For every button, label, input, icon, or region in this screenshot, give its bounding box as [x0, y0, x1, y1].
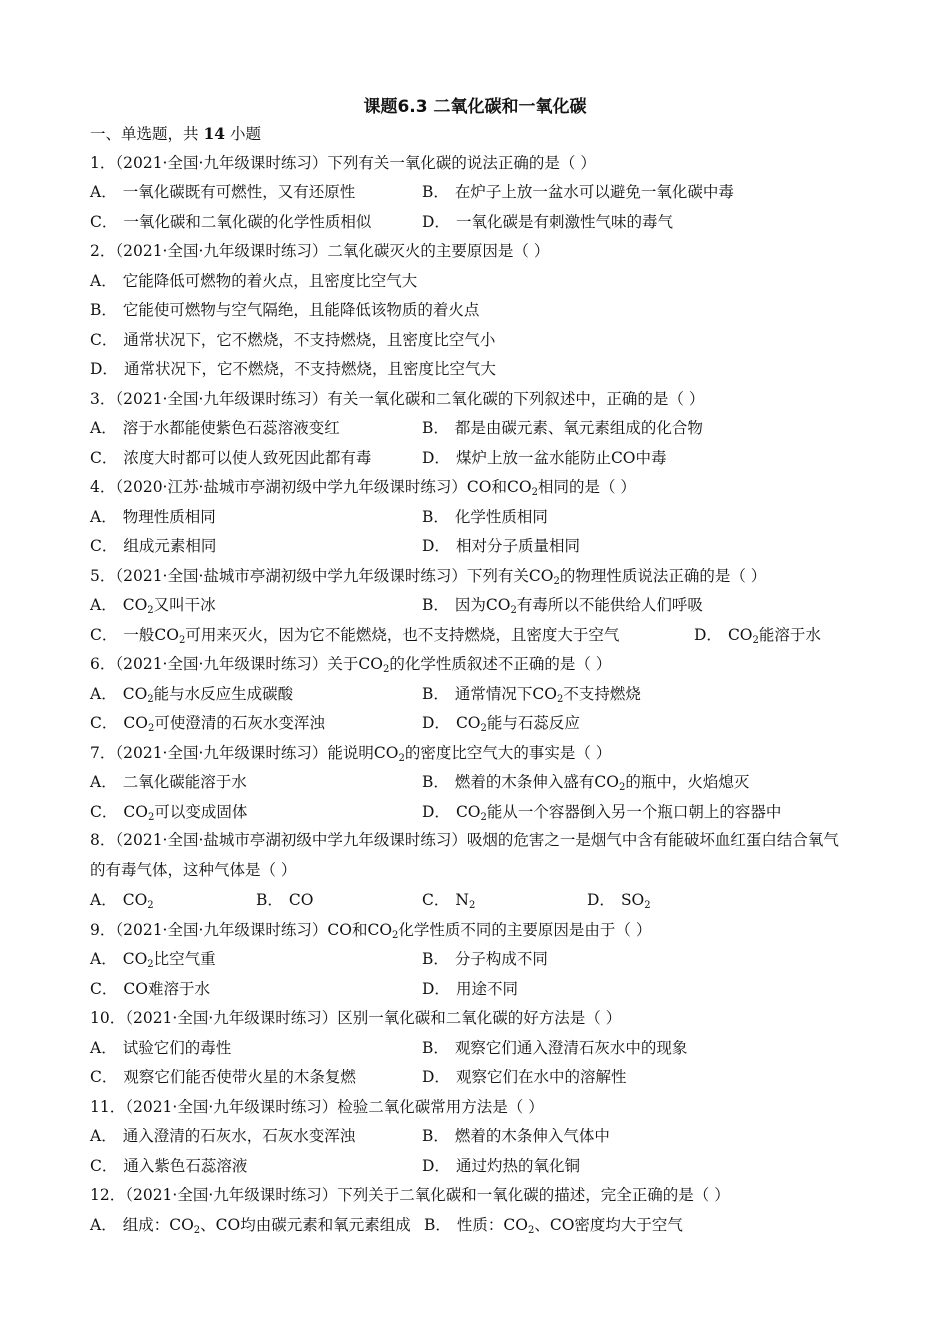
page-title: 课题6.3 二氧化碳和一氧化碳 [363, 97, 587, 117]
option-d: D． 通过灼热的氧化铜 [422, 1157, 580, 1175]
option-c: C． $CO_2$可以变成固体 [90, 803, 248, 823]
option-d: D． $CO_2$能溶于水 [694, 626, 821, 646]
option-b: B． 燃着的木条伸入气体中 [422, 1127, 610, 1145]
option-d: D． $SO_2$ [587, 891, 651, 911]
question-stem: 10．（2021·全国·九年级课时练习）区别一氧化碳和二氧化碳的好方法是（ ） [90, 1009, 622, 1027]
option-b: B． 性质：$CO_2$、CO密度均大于空气 [424, 1216, 683, 1236]
option-d: D． 用途不同 [422, 980, 518, 998]
option-b: B． CO [256, 891, 314, 909]
option-d: D． 煤炉上放一盆水能防止CO中毒 [422, 449, 667, 467]
question-stem: 11．（2021·全国·九年级课时练习）检验二氧化碳常用方法是（ ） [90, 1098, 544, 1116]
option-b: B． 在炉子上放一盆水可以避免一氧化碳中毒 [422, 183, 734, 201]
option-a: A． $CO_2$比空气重 [90, 950, 216, 970]
option-a: A． 二氧化碳能溶于水 [90, 773, 247, 791]
option-a: A． 通入澄清的石灰水，石灰水变浑浊 [90, 1127, 356, 1145]
option-c: C． CO难溶于水 [90, 980, 210, 998]
question-stem: 2．（2021·全国·九年级课时练习）二氧化碳灭火的主要原因是（ ） [90, 242, 550, 260]
question-stem: 8．（2021·全国·盐城市亭湖初级中学九年级课时练习）吸烟的危害之一是烟气中含有能破坏血红蛋白结合氧气的有毒气体，这种气体是（ ） [90, 831, 839, 879]
option-c: C． $N_2$ [422, 891, 476, 911]
option-a: A． $CO_2$ [90, 891, 154, 911]
option-b: B． 因为$CO_2$有毒所以不能供给人们呼吸 [422, 596, 703, 616]
question-stem: 12．（2021·全国·九年级课时练习）下列关于二氧化碳和一氧化碳的描述，完全正确的是（ ） [90, 1186, 730, 1204]
option-c: C． 一氧化碳和二氧化碳的化学性质相似 [90, 213, 372, 231]
option-c: C． 观察它们能否使带火星的木条复燃 [90, 1068, 356, 1086]
option-b: B． 观察它们通入澄清石灰水中的现象 [422, 1039, 688, 1057]
option-d: D． $CO_2$能与石蕊反应 [422, 714, 580, 734]
option-b: B． 它能使可燃物与空气隔绝，且能降低该物质的着火点 [90, 301, 480, 319]
option-a: A． $CO_2$能与水反应生成碳酸 [90, 685, 294, 705]
option-b: B． 都是由碳元素、氧元素组成的化合物 [422, 419, 703, 437]
option-c: C． 组成元素相同 [90, 537, 217, 555]
option-c: C． 通入紫色石蕊溶液 [90, 1157, 248, 1175]
option-c: C． 一般$CO_2$可用来灭火，因为它不能燃烧，也不支持燃烧，且密度大于空气 [90, 626, 620, 646]
option-d: D． 相对分子质量相同 [422, 537, 580, 555]
question-stem: 9．（2021·全国·九年级课时练习）CO和$CO_2$化学性质不同的主要原因是由于（ ） [90, 921, 652, 941]
option-a: A． 物理性质相同 [90, 508, 216, 526]
option-d: D． $CO_2$能从一个容器倒入另一个瓶口朝上的容器中 [422, 803, 782, 823]
question-stem: 4．（2020·江苏·盐城市亭湖初级中学九年级课时练习）CO和$CO_2$相同的是（ ） [90, 478, 636, 498]
option-a: A． 组成：$CO_2$、CO均由碳元素和氧元素组成 [90, 1216, 411, 1236]
section-heading: 一、单选题，共 14 小题 [90, 124, 261, 143]
option-b: B． 燃着的木条伸入盛有$CO_2$的瓶中，火焰熄灭 [422, 773, 750, 793]
option-b: B． 化学性质相同 [422, 508, 548, 526]
option-c: C． $CO_2$可使澄清的石灰水变浑浊 [90, 714, 325, 734]
option-d: D． 一氧化碳是有刺激性气味的毒气 [422, 213, 673, 231]
question-stem: 6．（2021·全国·九年级课时练习）关于$CO_2$的化学性质叙述不正确的是（ ） [90, 655, 612, 675]
option-c: C． 通常状况下，它不燃烧，不支持燃烧，且密度比空气小 [90, 331, 496, 349]
question-stem: 5．（2021·全国·盐城市亭湖初级中学九年级课时练习）下列有关$CO_2$的物理性质说法正确的是（ ） [90, 567, 767, 587]
option-d: D． 观察它们在水中的溶解性 [422, 1068, 627, 1086]
option-b: B． 通常情况下$CO_2$不支持燃烧 [422, 685, 641, 705]
option-a: A． $CO_2$又叫干冰 [90, 596, 216, 616]
question-stem: 1．（2021·全国·九年级课时练习）下列有关一氧化碳的说法正确的是（ ） [90, 154, 596, 172]
question-stem: 3．（2021·全国·九年级课时练习）有关一氧化碳和二氧化碳的下列叙述中，正确的是（ ） [90, 390, 705, 408]
option-a: A． 一氧化碳既有可燃性，又有还原性 [90, 183, 356, 201]
option-c: C． 浓度大时都可以使人致死因此都有毒 [90, 449, 372, 467]
option-a: A． 试验它们的毒性 [90, 1039, 232, 1057]
question-stem: 7．（2021·全国·九年级课时练习）能说明$CO_2$的密度比空气大的事实是（ ） [90, 744, 612, 764]
option-a: A． 它能降低可燃物的着火点，且密度比空气大 [90, 272, 418, 290]
option-a: A． 溶于水都能使紫色石蕊溶液变红 [90, 419, 340, 437]
option-b: B． 分子构成不同 [422, 950, 548, 968]
option-d: D． 通常状况下，它不燃烧，不支持燃烧，且密度比空气大 [90, 360, 496, 378]
